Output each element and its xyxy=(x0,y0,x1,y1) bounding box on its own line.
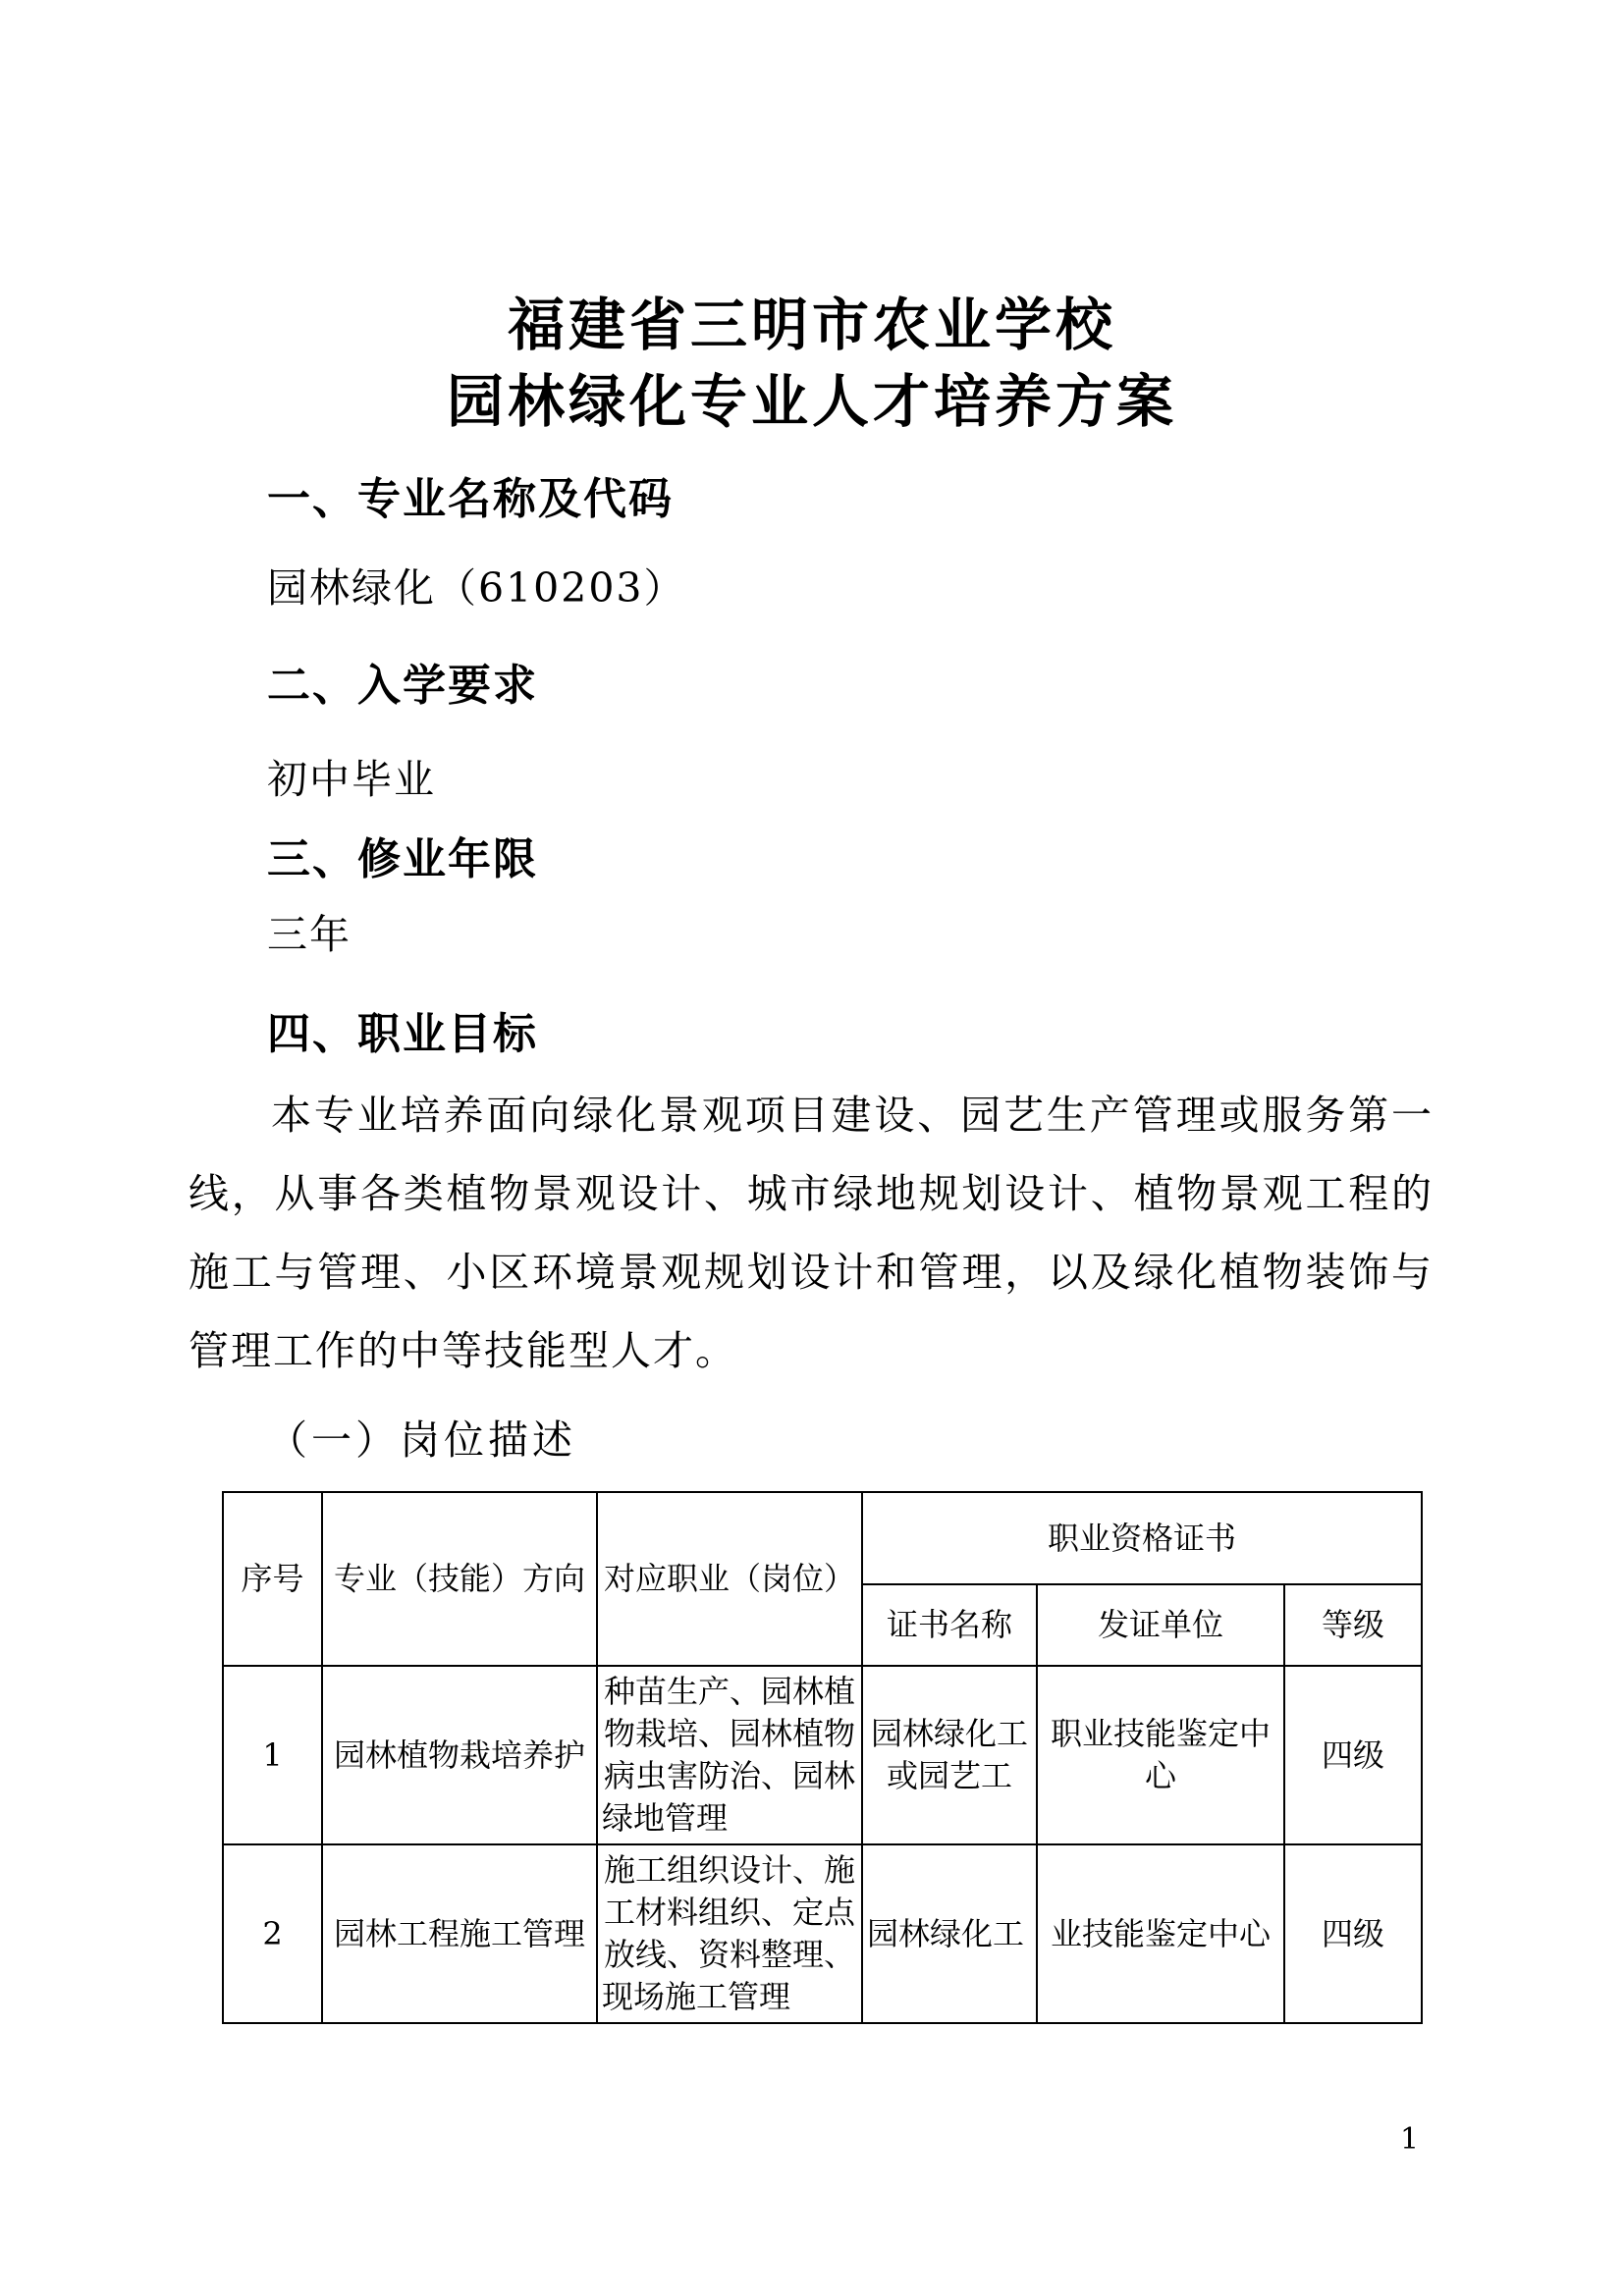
section-body-2: 初中毕业 xyxy=(267,756,436,803)
page-number: 1 xyxy=(1400,2122,1420,2157)
section-heading-3: 三、修业年限 xyxy=(267,834,538,884)
table-row xyxy=(223,1844,1422,2023)
header-index: 序号 xyxy=(223,1492,322,1666)
table-row xyxy=(223,1666,1422,1844)
cell-level: 四级 xyxy=(1284,1844,1422,2023)
cell-occupation: 施工组织设计、施工材料组织、定点放线、资料整理、现场施工管理 xyxy=(597,1844,862,2023)
section-heading-1: 一、专业名称及代码 xyxy=(267,474,674,524)
cell-issuer: 职业技能鉴定中心 xyxy=(1037,1666,1284,1844)
cell-direction: 园林工程施工管理 xyxy=(322,1844,597,2023)
cell-issuer: 业技能鉴定中心 xyxy=(1037,1844,1284,2023)
header-certificate-group: 职业资格证书 xyxy=(862,1492,1422,1584)
cell-occupation: 种苗生产、园林植物栽培、园林植物病虫害防治、园林绿地管理 xyxy=(597,1666,862,1844)
header-level: 等级 xyxy=(1284,1584,1422,1666)
header-issuer: 发证单位 xyxy=(1037,1584,1284,1666)
table-header-row-1 xyxy=(223,1492,1422,1584)
career-objective-paragraph: 本专业培养面向绿化景观项目建设、园艺生产管理或服务第一线，从事各类植物景观设计、城市绿地规划设计、植物景观工程的施工与管理、小区环境景观规划设计和管理，以及绿化植物装饰与管理工作的中等技能型人才。 xyxy=(189,1092,1434,1374)
header-direction: 专业（技能）方向 xyxy=(322,1492,597,1666)
subsection-title: （一）岗位描述 xyxy=(267,1416,576,1464)
cell-index: 2 xyxy=(223,1844,322,2023)
section-body-3: 三年 xyxy=(267,911,352,958)
cell-cert-name: 园林绿化工或园艺工 xyxy=(862,1666,1037,1844)
section-heading-2: 二、入学要求 xyxy=(267,661,538,711)
cell-index: 1 xyxy=(223,1666,322,1844)
document-title-line2: 园林绿化专业人才培养方案 xyxy=(446,368,1177,435)
cell-cert-name: 园林绿化工 xyxy=(862,1844,1037,2023)
job-description-table xyxy=(222,1491,1423,2024)
section-body-1: 园林绿化（610203） xyxy=(267,564,686,612)
document-title xyxy=(0,287,1624,440)
cell-level: 四级 xyxy=(1284,1666,1422,1844)
document-title-line1: 福建省三明市农业学校 xyxy=(507,292,1116,358)
section-heading-4: 四、职业目标 xyxy=(267,1009,538,1059)
header-occupation: 对应职业（岗位） xyxy=(597,1492,862,1666)
cell-direction: 园林植物栽培养护 xyxy=(322,1666,597,1844)
header-cert-name: 证书名称 xyxy=(862,1584,1037,1666)
